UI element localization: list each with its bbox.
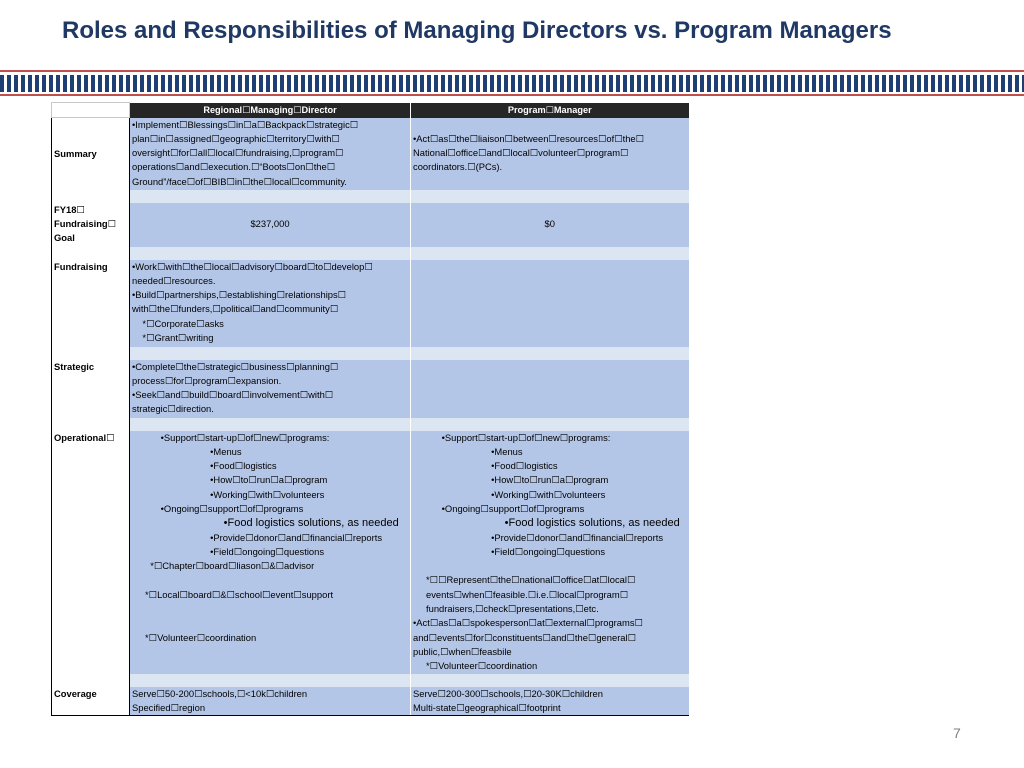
cell-text-line: National☐office☐and☐local☐volunteer☐program☐ [413, 147, 629, 159]
cell-text-line: Ground”/face☐of☐BIB☐in☐the☐local☐community. [132, 175, 347, 187]
cell-text-line: •Working☐with☐volunteers [413, 488, 606, 500]
cell-text-line [413, 559, 687, 573]
line-spacer [54, 132, 127, 146]
spacer-cell [52, 418, 130, 431]
spacer-cell [130, 418, 411, 431]
spacer-cell [52, 190, 130, 203]
cell-text-line: *☐Grant☐writing [132, 331, 214, 343]
program-cell-operational [411, 431, 689, 674]
regional-cell-fundraising [130, 260, 411, 347]
regional-cell-summary [130, 118, 411, 190]
cell-text-line: •Complete☐the☐strategic☐business☐planning☐ [132, 360, 339, 372]
spacer-cell [130, 674, 411, 687]
cell-text-line: •Food logistics solutions, as needed [413, 517, 680, 530]
program-cell-fundraising-goal [411, 203, 689, 247]
line-spacer [54, 118, 127, 132]
program-cell-summary [411, 118, 689, 190]
stripe-top-line [0, 70, 1024, 72]
cell-text-line: *☐Volunteer☐coordination [132, 631, 257, 643]
row-label-fundraising-goal [52, 203, 130, 247]
cell-text-line: needed☐resources. [132, 274, 216, 286]
cell-text-line: Fundraising☐ [54, 217, 117, 229]
cell-text-line: •Menus [413, 445, 523, 457]
cell-text-line: Specified☐region [132, 701, 206, 713]
cell-text-line: $0 [544, 217, 555, 229]
cell-text-line: •Implement☐Blessings☐in☐a☐Backpack☐strategic☐ [132, 118, 359, 130]
cell-text-line: strategic☐direction. [132, 403, 214, 415]
cell-text-line: Strategic [54, 360, 95, 372]
spacer-cell [411, 347, 689, 360]
spacer-cell [411, 190, 689, 203]
header-blank-cell [52, 103, 130, 118]
cell-text-line: with☐the☐funders,☐political☐and☐community☐ [132, 303, 339, 315]
line-spacer [413, 118, 687, 132]
table-header-row [52, 103, 689, 118]
cell-text-line: •Build☐partnerships,☐establishing☐relationships☐ [132, 289, 347, 301]
decorative-stripe-band [0, 70, 1024, 96]
cell-text-line: Goal [54, 232, 75, 244]
cell-text-line: •Act☐as☐the☐liaison☐between☐resources☐of☐the☐ [413, 132, 645, 144]
table-row-coverage [52, 687, 689, 716]
regional-cell-operational [130, 431, 411, 674]
table-row-fundraising [52, 260, 689, 347]
row-label-strategic [52, 360, 130, 418]
cell-text-line: $237,000 [250, 217, 290, 229]
regional-cell-strategic [130, 360, 411, 418]
roles-table [51, 102, 689, 716]
cell-text-line: operations☐and☐execution.☐“Boots☐on☐the☐ [132, 161, 336, 173]
table-row-summary [52, 118, 689, 190]
cell-text-line: *☐Local☐board☐&☐school☐event☐support [132, 588, 334, 600]
cell-text-line: fundraisers,☐check☐presentations,☐etc. [413, 603, 599, 615]
row-label-summary [52, 118, 130, 190]
cell-text-line: coordinators.☐(PCs). [413, 161, 503, 173]
cell-text-line: •Ongoing☐support☐of☐programs [132, 502, 304, 514]
table-row-fundraising-goal [52, 203, 689, 247]
cell-text-line: •How☐to☐run☐a☐program [413, 474, 609, 486]
spacer-row [52, 190, 689, 203]
cell-text-line: process☐for☐program☐expansion. [132, 374, 282, 386]
cell-text-line: •Work☐with☐the☐local☐advisory☐board☐to☐develop☐ [132, 260, 373, 272]
cell-text-line: •Field☐ongoing☐questions [413, 545, 606, 557]
stripe-bars [0, 75, 1024, 92]
spacer-row [52, 418, 689, 431]
regional-cell-fundraising-goal [130, 203, 411, 247]
cell-text-line: *☐☐Represent☐the☐national☐office☐at☐local☐ [413, 574, 636, 586]
cell-text-line: *☐Volunteer☐coordination [413, 660, 538, 672]
spacer-row [52, 674, 689, 687]
cell-text-line: •Field☐ongoing☐questions [132, 545, 325, 557]
spacer-cell [52, 247, 130, 260]
cell-text-line: •Food☐logistics [413, 460, 558, 472]
program-cell-coverage [411, 687, 689, 716]
cell-text-line: *☐Chapter☐board☐liason☐&☐advisor [132, 560, 315, 572]
cell-text-line: events☐when☐feasible.☐i.e.☐local☐program☐ [413, 588, 629, 600]
spacer-cell [52, 674, 130, 687]
program-cell-strategic [411, 360, 689, 418]
cell-text-line: oversight☐for☐all☐local☐fundraising,☐program☐ [132, 147, 344, 159]
cell-text-line: •Support☐start-up☐of☐new☐programs: [132, 431, 330, 443]
row-label-operational [52, 431, 130, 674]
cell-text-line: Multi-state☐geographical☐footprint [413, 701, 561, 713]
cell-text-line: •Menus [132, 445, 242, 457]
cell-text-line [132, 573, 408, 587]
cell-text-line: •Working☐with☐volunteers [132, 488, 325, 500]
spacer-cell [411, 674, 689, 687]
stripe-bottom-line [0, 94, 1024, 96]
cell-text-line: •Provide☐donor☐and☐financial☐reports [413, 531, 664, 543]
cell-text-line: •How☐to☐run☐a☐program [132, 474, 328, 486]
line-spacer [132, 203, 408, 217]
header-program-manager: Program☐Manager [411, 103, 689, 118]
cell-text-line: public,☐when☐feasbile [413, 645, 512, 657]
table-row-strategic [52, 360, 689, 418]
spacer-row [52, 247, 689, 260]
cell-text-line: •Food logistics solutions, as needed [132, 517, 399, 530]
cell-text-line: Coverage [54, 687, 97, 699]
cell-text-line [132, 602, 408, 616]
spacer-cell [52, 347, 130, 360]
spacer-cell [130, 347, 411, 360]
cell-text-line: and☐events☐for☐constituents☐and☐the☐general☐ [413, 631, 637, 643]
row-label-fundraising [52, 260, 130, 347]
program-cell-fundraising [411, 260, 689, 347]
line-spacer [413, 203, 687, 217]
cell-text-line: Serve☐50-200☐schools,☐<10k☐children [132, 687, 308, 699]
cell-text-line: plan☐in☐assigned☐geographic☐territory☐with☐ [132, 132, 340, 144]
spacer-cell [130, 247, 411, 260]
cell-text-line: Serve☐200-300☐schools,☐20-30K☐children [413, 687, 603, 699]
cell-text-line: •Support☐start-up☐of☐new☐programs: [413, 431, 611, 443]
cell-text-line: Fundraising [54, 260, 108, 272]
spacer-cell [130, 190, 411, 203]
cell-text-line: Operational☐ [54, 431, 115, 443]
spacer-cell [411, 418, 689, 431]
cell-text-line [132, 616, 408, 630]
cell-text-line: •Provide☐donor☐and☐financial☐reports [132, 531, 383, 543]
page-number: 7 [953, 725, 961, 741]
regional-cell-coverage [130, 687, 411, 716]
cell-text-line: •Seek☐and☐build☐board☐involvement☐with☐ [132, 389, 334, 401]
spacer-row [52, 347, 689, 360]
cell-text-line: •Food☐logistics [132, 460, 277, 472]
cell-text-line: *☐Corporate☐asks [132, 317, 224, 329]
table-row-operational [52, 431, 689, 674]
row-label-coverage [52, 687, 130, 716]
cell-text-line: •Ongoing☐support☐of☐programs [413, 502, 585, 514]
page-title: Roles and Responsibilities of Managing Directors vs. Program Managers [62, 17, 892, 44]
cell-text-line: •Act☐as☐a☐spokesperson☐at☐external☐programs☐ [413, 617, 643, 629]
cell-text-line: Summary [54, 147, 97, 159]
spacer-cell [411, 247, 689, 260]
cell-text-line: FY18☐ [54, 203, 85, 215]
header-regional-managing-director: Regional☐Managing☐Director [130, 103, 411, 118]
